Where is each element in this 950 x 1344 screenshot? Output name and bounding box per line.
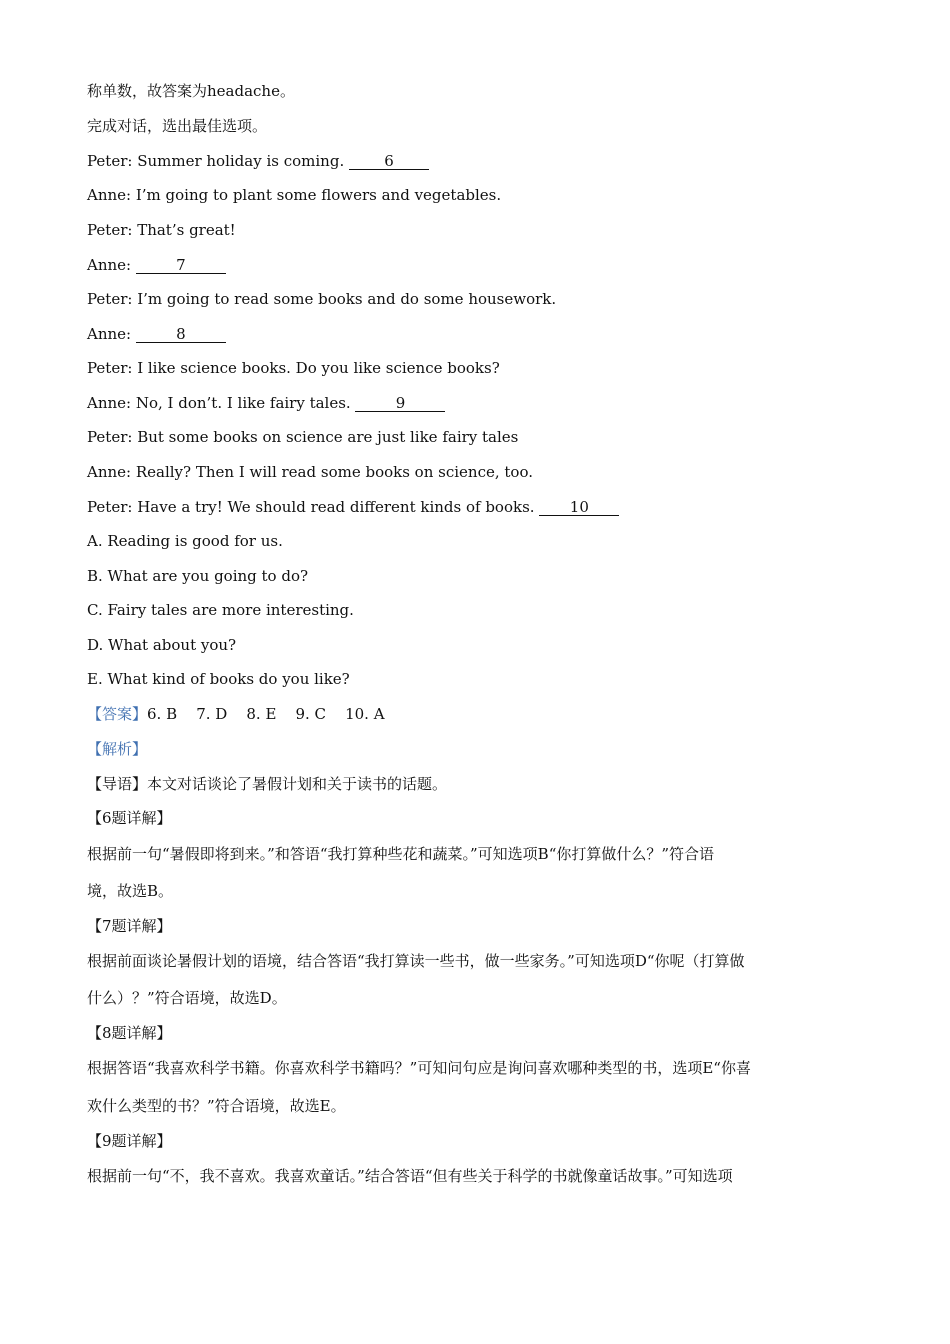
answer-line <box>87 704 385 724</box>
dialogue-line: Peter: I like science books. Do you like science books? <box>87 359 500 377</box>
detail-9-title: 【9题详解】 <box>87 1132 172 1150</box>
dialogue-text: Anne: <box>87 256 136 274</box>
detail-9-text: 根据前一句“不，我不喜欢。我喜欢童话。”结合答语“但有些关于科学的书就像童话故事。”可知选项 <box>87 1167 733 1185</box>
detail-8-title: 【8题详解】 <box>87 1024 172 1042</box>
blank-6: 6 <box>349 153 429 170</box>
option-c: C. Fairy tales are more interesting. <box>87 601 354 619</box>
option-b: B. What are you going to do? <box>87 567 309 585</box>
dialogue-text: Anne: <box>87 325 136 343</box>
detail-6-text: 境，故选B。 <box>87 882 174 900</box>
dialogue-line <box>87 324 226 344</box>
detail-6-title: 【6题详解】 <box>87 809 172 827</box>
guide-line: 【导语】本文对话谈论了暑假计划和关于读书的话题。 <box>87 775 448 793</box>
blank-7: 7 <box>136 257 226 274</box>
blank-10: 10 <box>539 499 619 516</box>
dialogue-line: Anne: I’m going to plant some flowers and vegetables. <box>87 186 502 204</box>
detail-7-text: 根据前面谈论暑假计划的语境，结合答语“我打算读一些书，做一些家务。”可知选项D“你呢（打算做 <box>87 952 745 970</box>
detail-8-text: 根据答语“我喜欢科学书籍。你喜欢科学书籍吗？”可知问句应是询问喜欢哪种类型的书，选项E“你喜 <box>87 1059 751 1077</box>
option-e: E. What kind of books do you like? <box>87 670 350 688</box>
dialogue-text: Peter: Summer holiday is coming. <box>87 152 349 170</box>
dialogue-line: Peter: But some books on science are just like fairy tales <box>87 428 519 446</box>
answer-label: 【答案】 <box>87 705 148 723</box>
dialogue-line <box>87 151 429 171</box>
instruction-line: 完成对话，选出最佳选项。 <box>87 117 268 135</box>
detail-8-text: 欢什么类型的书？”符合语境，故选E。 <box>87 1097 346 1115</box>
detail-7-text: 什么）？”符合语境，故选D。 <box>87 989 287 1007</box>
blank-9: 9 <box>355 395 445 412</box>
option-d: D. What about you? <box>87 636 237 654</box>
dialogue-text: Anne: No, I don’t. I like fairy tales. <box>87 394 356 412</box>
dialogue-line <box>87 393 445 413</box>
dialogue-line <box>87 255 226 275</box>
dialogue-line: Peter: I’m going to read some books and do some housework. <box>87 290 557 308</box>
dialogue-line: Peter: That’s great! <box>87 221 236 239</box>
answer-text: 6. B 7. D 8. E 9. C 10. A <box>147 705 385 723</box>
option-a: A. Reading is good for us. <box>87 532 283 550</box>
blank-8: 8 <box>136 326 226 343</box>
detail-6-text: 根据前一句“暑假即将到来。”和答语“我打算种些花和蔬菜。”可知选项B“你打算做什么？”符合语 <box>87 845 715 863</box>
analysis-label: 【解析】 <box>87 740 148 758</box>
dialogue-line <box>87 497 619 517</box>
dialogue-line: Anne: Really? Then I will read some books on science, too. <box>87 463 533 481</box>
dialogue-text: Peter: Have a try! We should read different kinds of books. <box>87 498 540 516</box>
detail-7-title: 【7题详解】 <box>87 917 172 935</box>
text-line: 称单数，故答案为headache。 <box>87 82 295 100</box>
